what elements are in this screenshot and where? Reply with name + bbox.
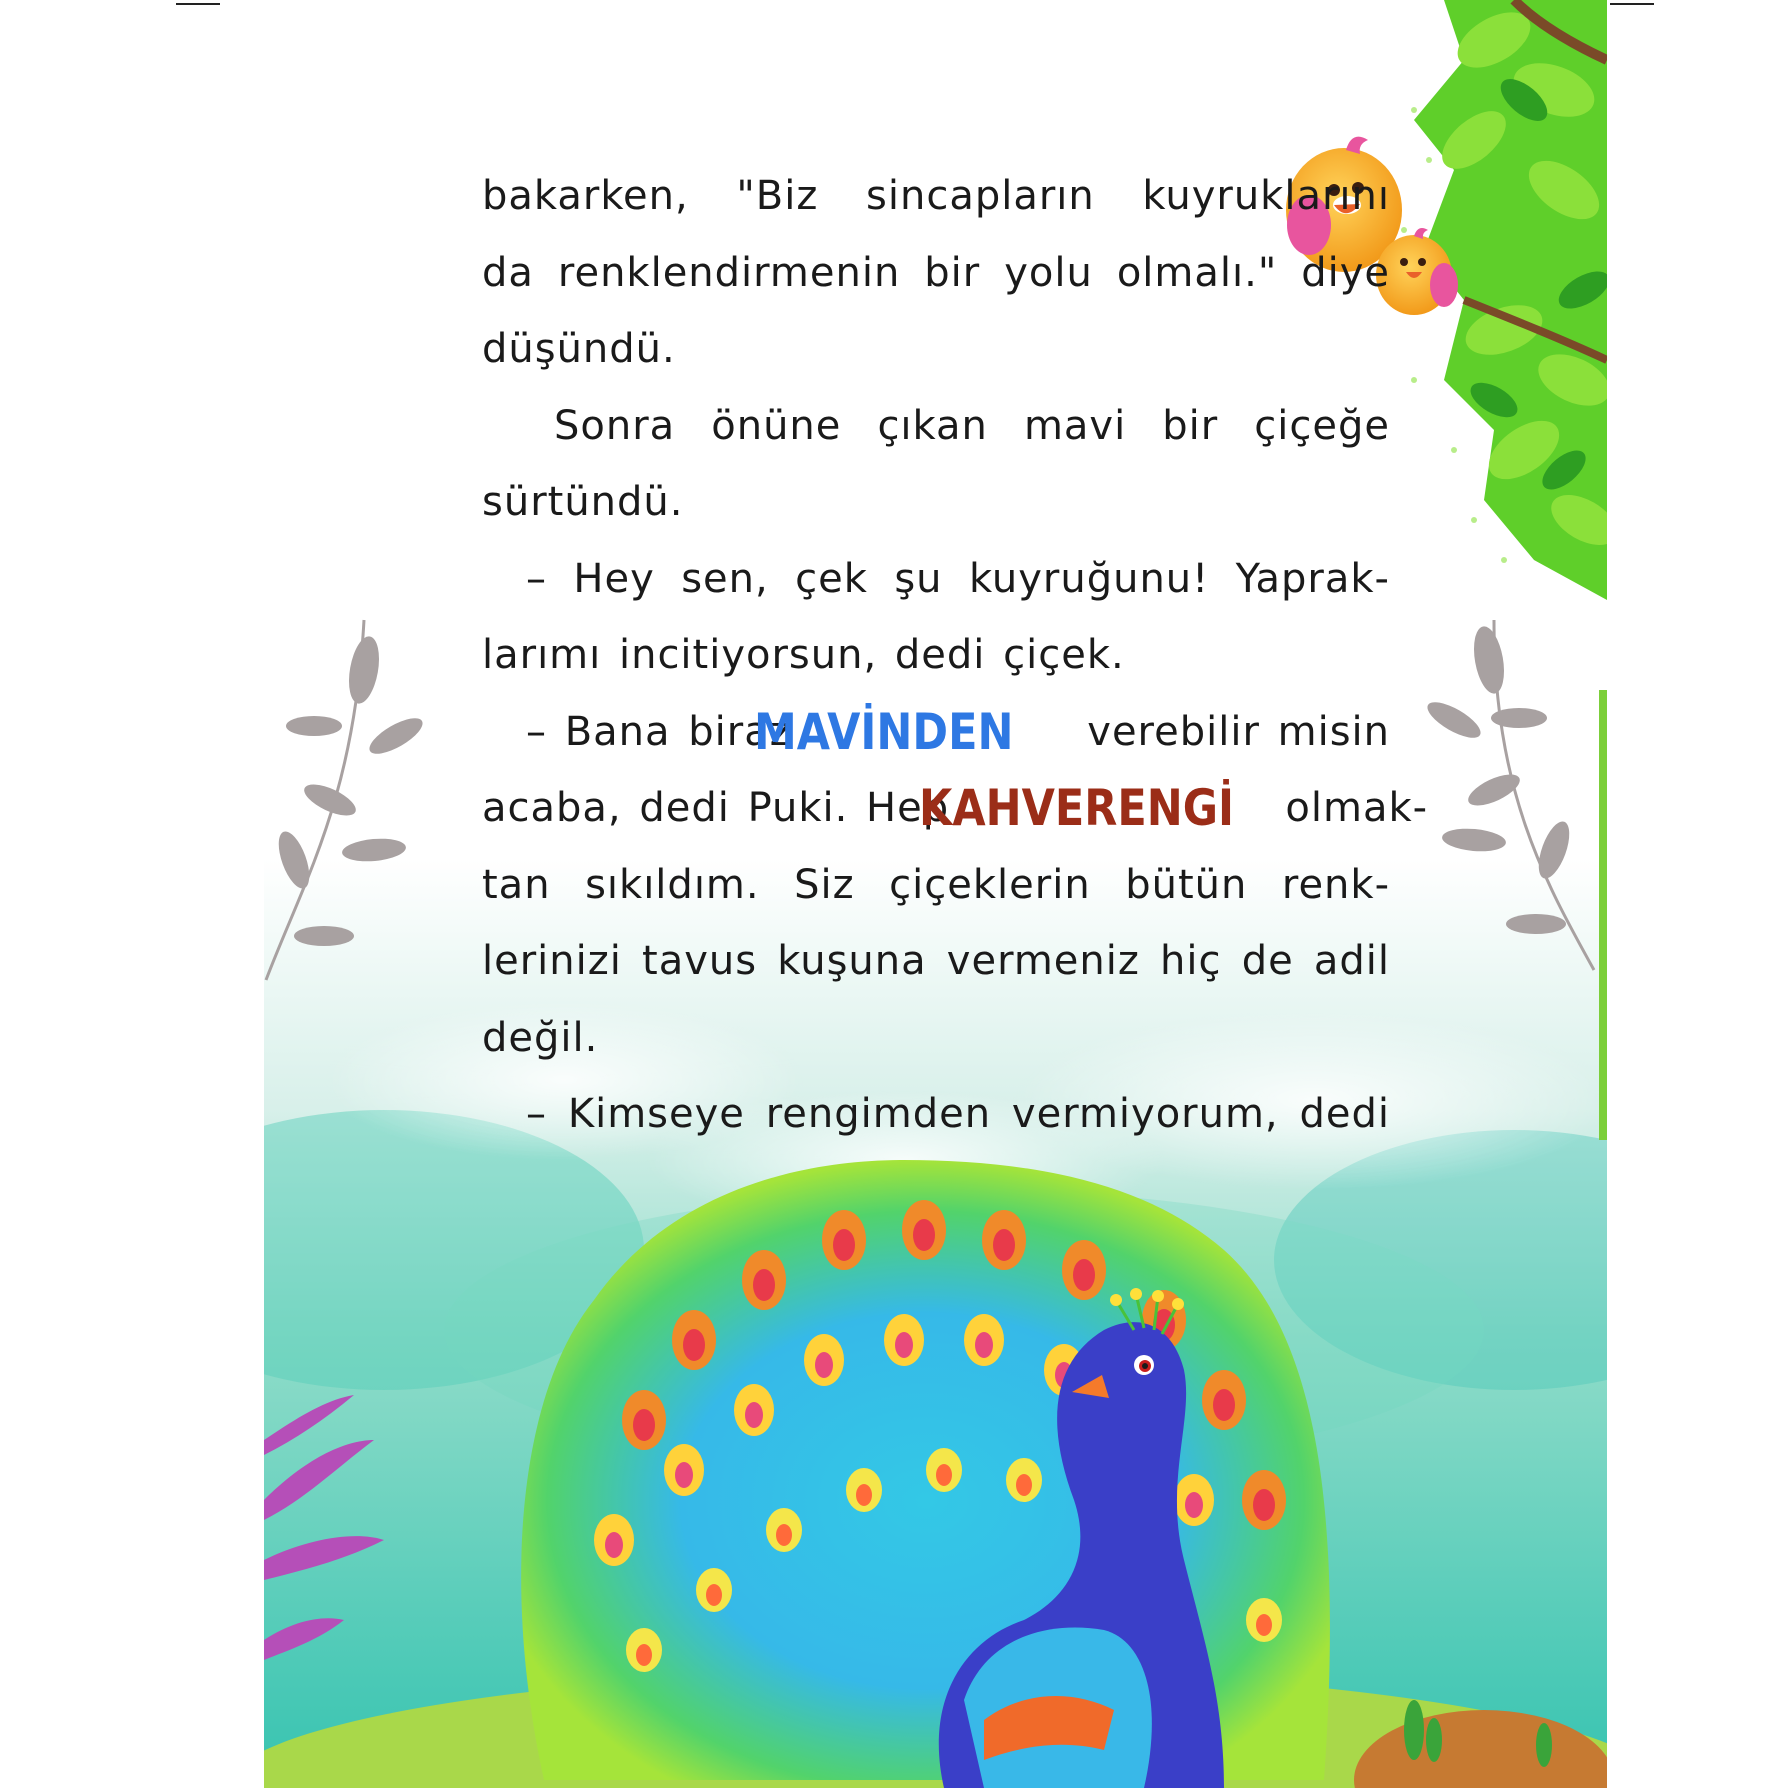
story-line: da renklendirmenin bir yolu olmalı." diye [482, 249, 1390, 296]
story-line [482, 694, 1390, 771]
crop-mark-right [1610, 3, 1654, 5]
crop-mark-left [176, 3, 220, 5]
story-text-segment: verebilir misin [1087, 708, 1390, 755]
story-line: düşündü. [482, 326, 676, 372]
story-line: lerinizi tavus kuşuna vermeniz hiç de adil [482, 938, 1390, 984]
story-text-segment: acaba, dedi Puki. Hep [482, 785, 950, 831]
story-line [482, 770, 1429, 847]
story-text [482, 158, 1429, 1153]
story-text-segment: – Bana biraz [526, 708, 792, 755]
right-edge-vine [1599, 690, 1607, 1140]
story-line: bakarken, "Biz sincapların kuyruklarını [482, 173, 1390, 219]
story-line: Sonra önüne çıkan mavi bir çiçeğe [554, 402, 1390, 449]
story-line: tan sıkıldım. Siz çiçeklerin bütün renk- [482, 861, 1390, 908]
book-page [264, 0, 1607, 1788]
story-text-segment: olmak- [1285, 785, 1429, 831]
highlight-word-brown: KAHVERENGİ [919, 779, 1235, 837]
story-line: – Hey sen, çek şu kuyruğunu! Yaprak- [526, 555, 1390, 602]
story-line: sürtündü. [482, 479, 684, 525]
highlight-word-blue: MAVİNDEN [753, 702, 1014, 761]
story-line: larımı incitiyorsun, dedi çiçek. [482, 632, 1125, 678]
story-line: değil. [482, 1014, 599, 1061]
story-line: – Kimseye rengimden vermiyorum, dedi [526, 1091, 1390, 1137]
